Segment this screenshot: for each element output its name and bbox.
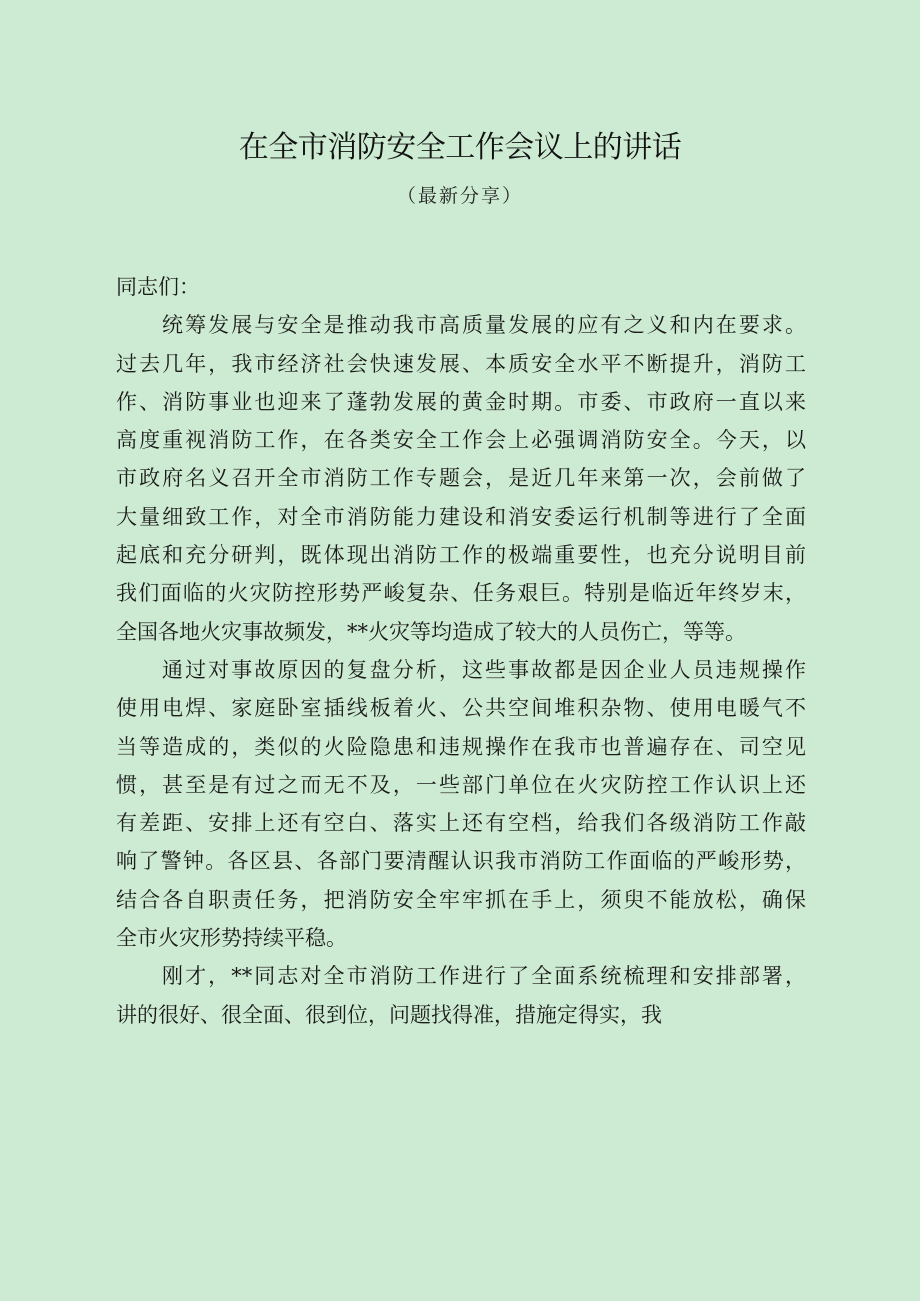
paragraph-line: 通过对事故原因的复盘分析，这些事故都是因企业人员违规操作: [162, 657, 806, 682]
paragraph-line: 当等造成的，类似的火险隐患和违规操作在我市也普遍存在、司空见: [116, 734, 806, 759]
paragraph-line: 过去几年，我市经济社会快速发展、本质安全水平不断提升，消防工: [116, 351, 806, 376]
paragraph-line: 高度重视消防工作，在各类安全工作会上必强调消防安全。今天，以: [116, 428, 806, 453]
paragraph-line: 全国各地火灾事故频发，**火灾等均造成了较大的人员伤亡，等等。: [116, 619, 746, 644]
paragraph-line: 响了警钟。各区县、各部门要清醒认识我市消防工作面临的严峻形势，: [116, 849, 806, 874]
document-title: 在全市消防安全工作会议上的讲话: [238, 130, 682, 165]
salutation: 同志们：: [116, 275, 200, 299]
paragraph-line: 刚才，**同志对全市消防工作进行了全面系统梳理和安排部署，: [162, 964, 806, 989]
paragraph-line: 大量细致工作，对全市消防能力建设和消安委运行机制等进行了全面: [116, 504, 806, 529]
paragraph-line: 市政府名义召开全市消防工作专题会，是近几年来第一次，会前做了: [116, 466, 806, 491]
paragraph-line: 起底和充分研判，既体现出消防工作的极端重要性，也充分说明目前: [116, 543, 806, 568]
paragraph-line: 使用电焊、家庭卧室插线板着火、公共空间堆积杂物、使用电暖气不: [116, 696, 806, 721]
paragraph-line: 结合各自职责任务，把消防安全牢牢抓在手上，须臾不能放松，确保: [116, 887, 806, 912]
paragraph-line: 讲的很好、很全面、很到位，问题找得准，措施定得实，我: [116, 1002, 662, 1027]
paragraph-1: [116, 306, 806, 651]
paragraph-line: 惯，甚至是有过之而无不及，一些部门单位在火灾防控工作认识上还: [116, 772, 806, 797]
paragraph-line: 全市火灾形势持续平稳。: [116, 926, 347, 951]
document-subtitle: （最新分享）: [396, 185, 523, 207]
paragraph-line: 我们面临的火灾防控形势严峻复杂、任务艰巨。特别是临近年终岁末，: [116, 581, 806, 606]
paragraph-line: 作、消防事业也迎来了蓬勃发展的黄金时期。市委、市政府一直以来: [116, 389, 806, 414]
document-body: [116, 268, 806, 1034]
paragraph-3: [116, 957, 806, 1034]
paragraph-line: 统筹发展与安全是推动我市高质量发展的应有之义和内在要求。: [162, 313, 806, 338]
paragraph-line: 有差距、安排上还有空白、落实上还有空档，给我们各级消防工作敲: [116, 811, 806, 836]
paragraph-2: [116, 651, 806, 957]
